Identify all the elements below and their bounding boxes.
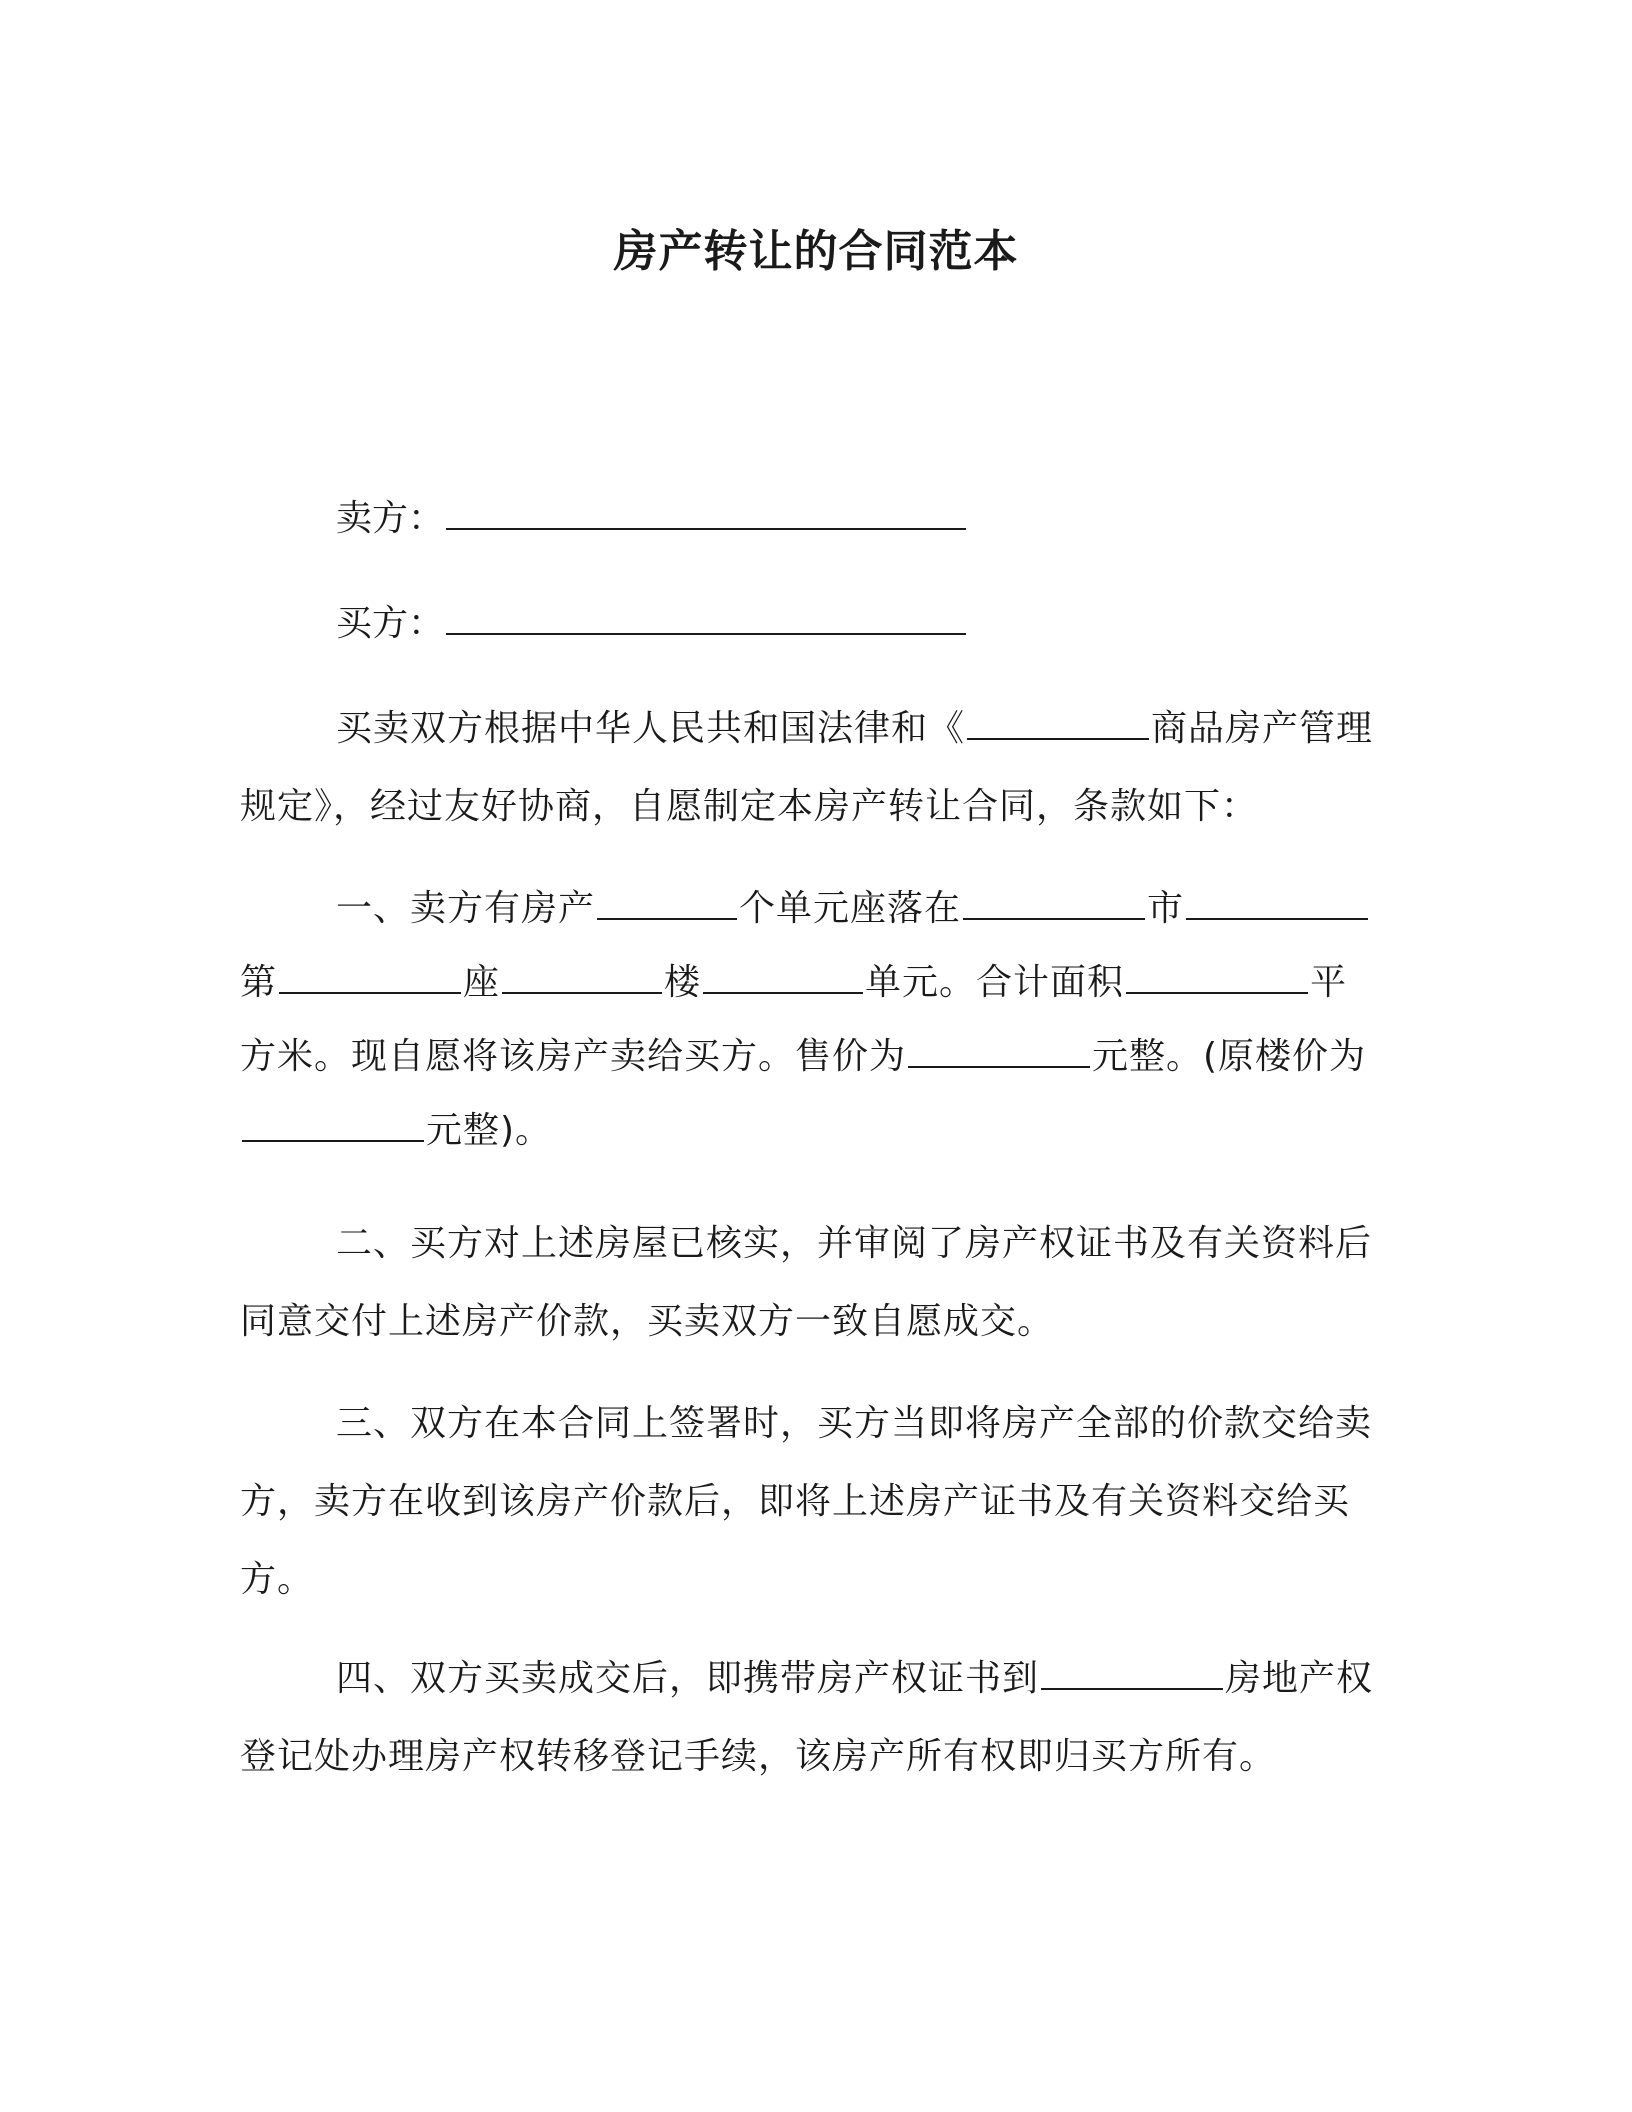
clause-1-text-10: 元整)。 bbox=[426, 1110, 553, 1151]
clause-1-text-6: 楼 bbox=[664, 962, 702, 1003]
registry-blank[interactable] bbox=[1041, 1658, 1223, 1690]
clause-4-paragraph bbox=[240, 1640, 1380, 1796]
seller-line bbox=[240, 480, 1380, 558]
preamble-text-1: 买卖双方根据中华人民共和国法律和《 bbox=[336, 708, 966, 749]
clause-1-text-8: 平方米。现自愿将该房产卖给买方。售价为 bbox=[240, 962, 1348, 1077]
clause-4-text-1: 四、双方买卖成交后，即携带房产权证书到 bbox=[336, 1658, 1040, 1699]
clause-2-paragraph: 二、买方对上述房屋已核实，并审阅了房产权证书及有关资料后同意交付上述房产价款，买卖双方一致自愿成交。 bbox=[240, 1223, 1373, 1342]
document-title: 房产转让的合同范本 bbox=[613, 226, 1019, 277]
city-blank[interactable] bbox=[963, 888, 1145, 920]
clause-1-text-1: 一、卖方有房产 bbox=[336, 888, 596, 929]
original-price-blank[interactable] bbox=[242, 1110, 424, 1142]
units-count-blank[interactable] bbox=[597, 888, 737, 920]
regulation-blank[interactable] bbox=[967, 708, 1149, 740]
district-blank[interactable] bbox=[1186, 888, 1368, 920]
clause-1-text-9: 元整。(原楼价为 bbox=[1092, 1036, 1367, 1077]
clause-1-text-4: 第 bbox=[240, 962, 278, 1003]
block-blank[interactable] bbox=[279, 962, 461, 994]
clause-3-paragraph: 三、双方在本合同上签署时，买方当即将房产全部的价款交给卖方，卖方在收到该房产价款后，即将上述房产证书及有关资料交给买方。 bbox=[240, 1403, 1373, 1600]
price-blank[interactable] bbox=[908, 1036, 1090, 1068]
clause-1-text-3: 市 bbox=[1147, 888, 1185, 929]
building-blank[interactable] bbox=[502, 962, 662, 994]
clause-1-text-5: 座 bbox=[463, 962, 501, 1003]
clause-4-text-2: 房地产权登记处办理房产权转移登记手续，该房产所有权即归买方所有。 bbox=[240, 1658, 1374, 1777]
preamble-text-2: 商品房产管理规定》，经过友好协商，自愿制定本房产转让合同，条款如下： bbox=[240, 708, 1374, 827]
seller-blank[interactable] bbox=[446, 498, 966, 530]
buyer-line bbox=[240, 585, 1380, 663]
clause-1-text-7: 单元。合计面积 bbox=[865, 962, 1125, 1003]
area-blank[interactable] bbox=[1126, 962, 1308, 994]
seller-label: 卖方： bbox=[336, 498, 445, 539]
clause-1-text-2: 个单元座落在 bbox=[739, 888, 962, 929]
buyer-label: 买方： bbox=[336, 603, 445, 644]
unit-blank[interactable] bbox=[703, 962, 863, 994]
buyer-blank[interactable] bbox=[446, 603, 966, 635]
clause-1-paragraph bbox=[240, 872, 1380, 1168]
preamble-paragraph bbox=[240, 690, 1380, 846]
